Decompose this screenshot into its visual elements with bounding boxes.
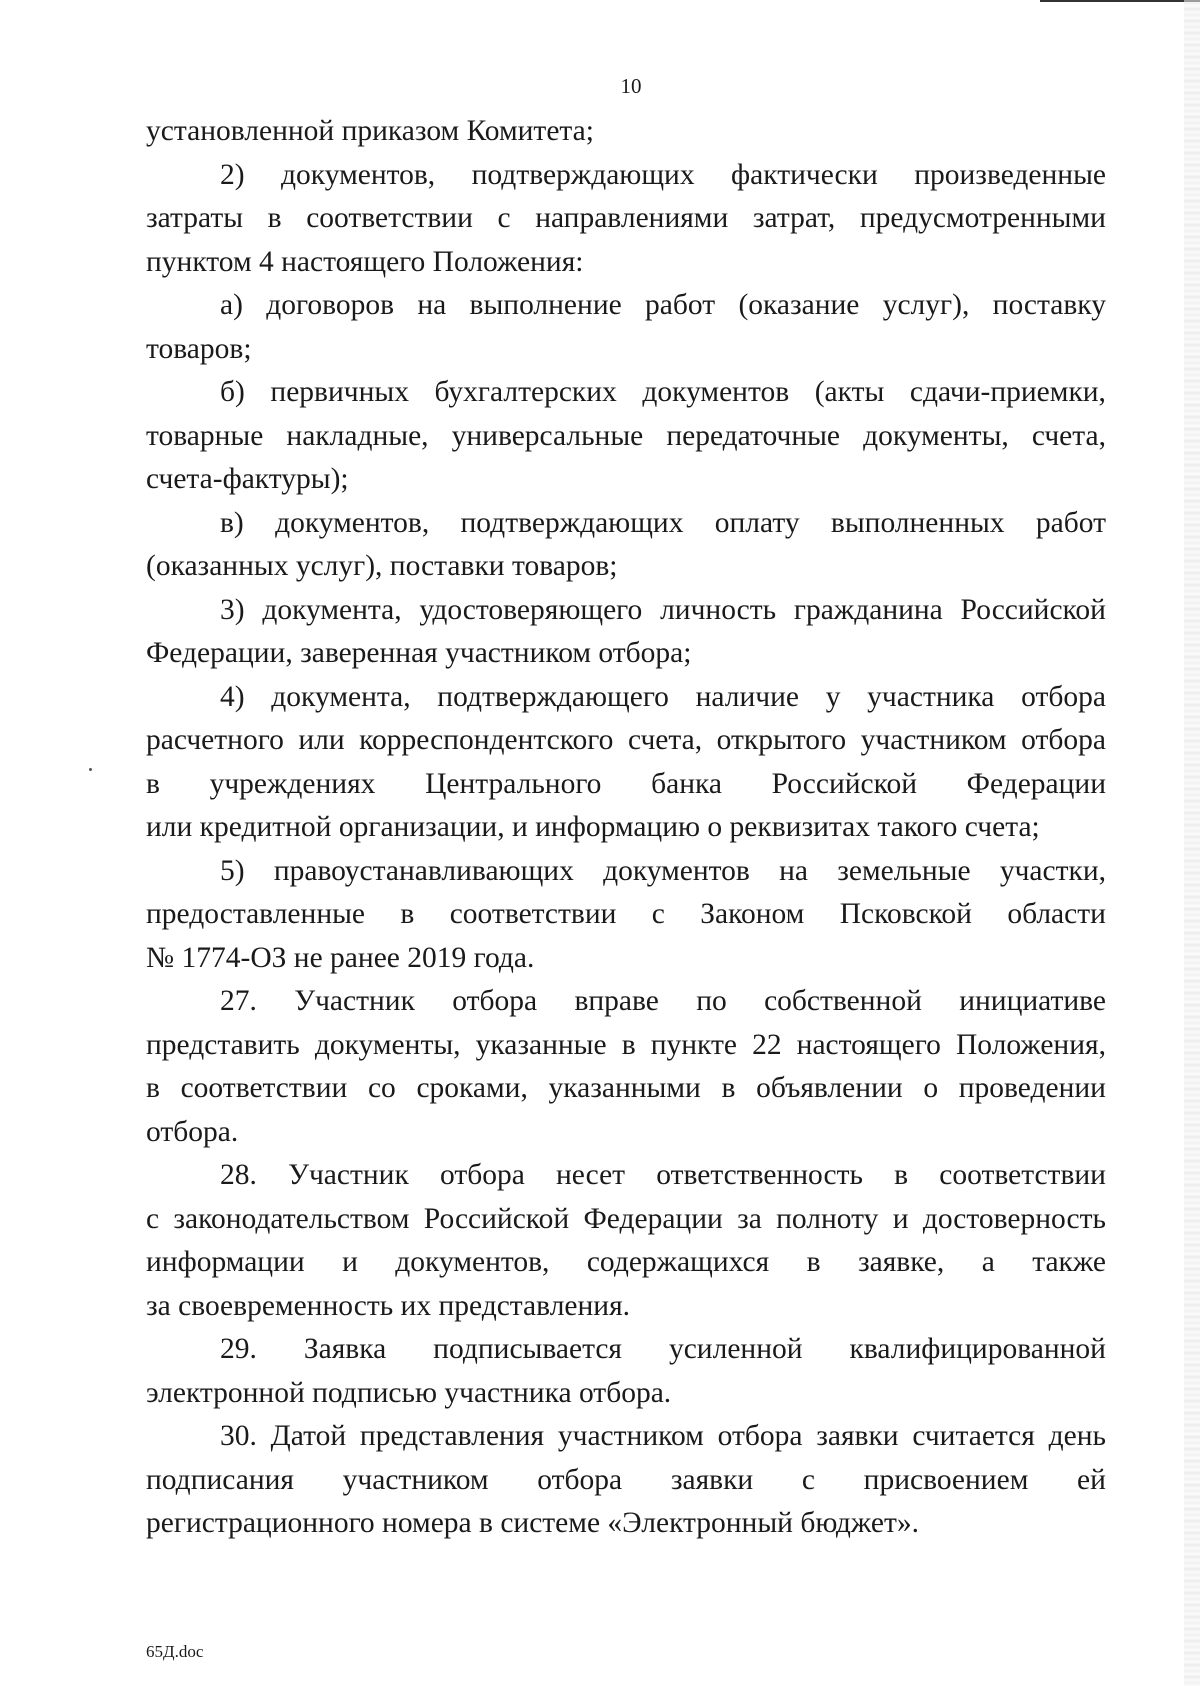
word: учреждениях bbox=[209, 767, 376, 800]
word: в bbox=[621, 1028, 636, 1061]
word: подтверждающего bbox=[437, 680, 669, 713]
text-line: за своевременность их представления. bbox=[146, 1289, 631, 1322]
word: у bbox=[825, 680, 841, 713]
word: открытого bbox=[716, 724, 847, 756]
word: сроками, bbox=[416, 1072, 528, 1104]
scan-right-edge bbox=[1184, 0, 1200, 1686]
paragraph-item-a bbox=[146, 284, 1106, 371]
word: соответствии bbox=[180, 1072, 348, 1104]
word: (акты bbox=[814, 376, 885, 408]
text-line: Федерации, заверенная участником отбора; bbox=[146, 637, 692, 669]
word: услуг), bbox=[882, 289, 970, 321]
paragraph-item-b bbox=[146, 371, 1106, 502]
word: 22 bbox=[752, 1028, 782, 1061]
word: документа, bbox=[271, 680, 411, 713]
word: а) bbox=[220, 289, 243, 321]
word: Федерации bbox=[966, 767, 1106, 800]
word: участки, bbox=[999, 854, 1106, 887]
word: документы, bbox=[314, 1028, 461, 1061]
word: усиленной bbox=[668, 1333, 803, 1365]
word: с bbox=[651, 898, 665, 930]
word: пункте bbox=[650, 1028, 737, 1061]
word: Датой bbox=[270, 1420, 347, 1452]
text-line bbox=[146, 893, 1106, 937]
word: направлениями bbox=[535, 202, 729, 234]
word: наличие bbox=[695, 680, 800, 713]
word: 4) bbox=[220, 680, 245, 713]
word: в bbox=[806, 1246, 821, 1278]
word: присвоением bbox=[863, 1463, 1029, 1496]
word: информации bbox=[146, 1246, 305, 1278]
word: Псковской bbox=[839, 898, 972, 930]
word: участником bbox=[557, 1420, 704, 1452]
word: Законом bbox=[700, 898, 805, 930]
word: товарные bbox=[146, 419, 264, 452]
word: 3) bbox=[220, 593, 245, 626]
word: документы, bbox=[863, 419, 1009, 452]
word: соответствии bbox=[449, 898, 617, 930]
word: настоящего bbox=[796, 1028, 941, 1061]
word: вправе bbox=[574, 985, 659, 1017]
word: представления bbox=[359, 1420, 545, 1452]
word: счета, bbox=[627, 724, 703, 756]
word: бухгалтерских bbox=[434, 376, 617, 408]
word: ответственность bbox=[656, 1159, 863, 1191]
word: выполнение bbox=[469, 289, 622, 321]
word: подписания bbox=[146, 1463, 294, 1496]
word: в bbox=[146, 767, 160, 800]
word: заявки bbox=[816, 1420, 899, 1452]
word: законодательством bbox=[173, 1202, 410, 1235]
word: 27. bbox=[220, 985, 257, 1017]
word: в) bbox=[220, 506, 244, 539]
paragraph-item-v bbox=[146, 502, 1106, 589]
word: оплату bbox=[714, 506, 800, 539]
word: день bbox=[1048, 1420, 1106, 1452]
word: подтверждающих bbox=[471, 158, 695, 191]
word: о bbox=[923, 1072, 939, 1104]
word: указанными bbox=[548, 1072, 701, 1104]
word: подписывается bbox=[433, 1333, 622, 1365]
text-line bbox=[146, 589, 1106, 633]
text-line bbox=[146, 980, 1106, 1024]
word: корреспондентского bbox=[359, 724, 614, 756]
text-line: регистрационного номера в системе «Электронный бюджет». bbox=[146, 1507, 919, 1539]
word: или bbox=[298, 724, 345, 756]
word: 5) bbox=[220, 854, 245, 887]
word: поставку bbox=[992, 289, 1106, 321]
scan-speck bbox=[89, 768, 92, 771]
word: достоверность bbox=[922, 1202, 1106, 1235]
word: представить bbox=[146, 1028, 300, 1061]
text-line bbox=[146, 1328, 1106, 1372]
word: в bbox=[146, 1072, 160, 1104]
word: документов bbox=[642, 376, 790, 408]
word: в bbox=[721, 1072, 736, 1104]
word: отбора bbox=[537, 1463, 623, 1496]
text-line bbox=[146, 284, 1106, 328]
document-body bbox=[146, 110, 1106, 1546]
page-number: 10 bbox=[620, 74, 642, 98]
document-filename: 65Д.doc bbox=[146, 1642, 204, 1661]
word: участником bbox=[342, 1463, 489, 1496]
word: первичных bbox=[270, 376, 409, 408]
word: счета, bbox=[1031, 419, 1106, 452]
word: с bbox=[146, 1202, 160, 1235]
word: гражданина bbox=[793, 593, 943, 626]
word: Федерации bbox=[583, 1202, 723, 1235]
word: документа, bbox=[262, 593, 402, 626]
word: расчетного bbox=[146, 724, 284, 756]
word: Российской bbox=[960, 593, 1106, 626]
word: отбора bbox=[717, 1420, 803, 1452]
text-line: товаров; bbox=[146, 332, 252, 365]
word: полноту bbox=[776, 1202, 879, 1235]
word: документов bbox=[603, 854, 750, 887]
word: 30. bbox=[220, 1420, 257, 1452]
word: участника bbox=[867, 680, 995, 713]
word: также bbox=[1032, 1246, 1106, 1278]
paragraph-item-3 bbox=[146, 589, 1106, 676]
paragraph-27 bbox=[146, 980, 1106, 1154]
word: и bbox=[342, 1246, 358, 1278]
word: за bbox=[737, 1202, 762, 1235]
paragraph-28 bbox=[146, 1154, 1106, 1328]
word: соответствии bbox=[306, 202, 473, 234]
word: собственной bbox=[764, 985, 922, 1017]
text-line bbox=[146, 1154, 1106, 1198]
paragraph-item-5 bbox=[146, 850, 1106, 981]
word: подтверждающих bbox=[460, 506, 684, 539]
word: Положения, bbox=[955, 1028, 1106, 1061]
text-line bbox=[146, 1415, 1106, 1459]
word: на bbox=[779, 854, 808, 887]
text-line bbox=[146, 371, 1106, 415]
word: объявлении bbox=[756, 1072, 903, 1104]
word: 29. bbox=[220, 1333, 257, 1365]
word: по bbox=[696, 985, 727, 1017]
word: правоустанавливающих bbox=[273, 854, 574, 887]
text-line bbox=[146, 850, 1106, 894]
word: участником bbox=[860, 724, 1007, 756]
word: а bbox=[981, 1246, 995, 1278]
word: Участник bbox=[294, 985, 415, 1017]
word: квалифицированной bbox=[849, 1333, 1106, 1365]
text-line bbox=[146, 502, 1106, 546]
text-line bbox=[146, 1241, 1106, 1285]
text-line bbox=[146, 1024, 1106, 1068]
text-line: отбора. bbox=[146, 1115, 239, 1148]
word: передаточные bbox=[666, 419, 841, 452]
text-line bbox=[146, 154, 1106, 198]
word: проведении bbox=[958, 1072, 1106, 1104]
word: в bbox=[894, 1159, 909, 1191]
word: заявки bbox=[670, 1463, 754, 1496]
text-line bbox=[146, 676, 1106, 720]
word: затрат, bbox=[752, 202, 836, 234]
word: договоров bbox=[266, 289, 395, 321]
text-line bbox=[146, 415, 1106, 459]
word: работ bbox=[645, 289, 716, 321]
word: в bbox=[267, 202, 282, 234]
text-line: или кредитной организации, и информацию о реквизитах такого счета; bbox=[146, 811, 1040, 843]
paragraph-item-4 bbox=[146, 676, 1106, 850]
text-line bbox=[146, 1198, 1106, 1242]
word: указанные bbox=[475, 1028, 607, 1061]
word: сдачи-приемки, bbox=[909, 376, 1106, 408]
word: документов, bbox=[281, 158, 436, 191]
word: ей bbox=[1077, 1463, 1106, 1496]
text-line: электронной подписью участника отбора. bbox=[146, 1376, 672, 1409]
text-line: № 1774-ОЗ не ранее 2019 года. bbox=[146, 941, 535, 974]
word: Заявка bbox=[303, 1333, 387, 1365]
word: (оказание bbox=[738, 289, 860, 321]
word: с bbox=[801, 1463, 815, 1496]
word: отбора bbox=[1021, 724, 1106, 756]
word: и bbox=[892, 1202, 909, 1235]
paragraph-item-2 bbox=[146, 154, 1106, 285]
word: Центрального bbox=[425, 767, 602, 800]
paragraph-continuation bbox=[146, 110, 1106, 154]
word: отбора bbox=[439, 1159, 525, 1191]
word: затраты bbox=[146, 202, 244, 234]
word: накладные, bbox=[286, 419, 429, 452]
word: б) bbox=[220, 376, 245, 408]
text-line: пунктом 4 настоящего Положения: bbox=[146, 245, 584, 278]
word: 2) bbox=[220, 158, 245, 191]
word: области bbox=[1007, 898, 1106, 930]
word: работ bbox=[1035, 506, 1106, 539]
word: Российской bbox=[423, 1202, 570, 1235]
word: документов, bbox=[395, 1246, 550, 1278]
word: выполненных bbox=[830, 506, 1005, 539]
word: считается bbox=[912, 1420, 1035, 1452]
word: земельные bbox=[837, 854, 971, 887]
word: несет bbox=[556, 1159, 626, 1191]
word: предоставленные bbox=[146, 898, 366, 930]
word: универсальные bbox=[451, 419, 644, 452]
text-line bbox=[146, 1459, 1106, 1503]
word: Участник bbox=[288, 1159, 409, 1191]
text-line: счета-фактуры); bbox=[146, 463, 349, 495]
text-line bbox=[146, 197, 1106, 241]
word: отбора bbox=[1021, 680, 1106, 713]
word: фактически bbox=[731, 158, 878, 191]
word: с bbox=[497, 202, 511, 234]
text-line bbox=[146, 719, 1106, 763]
word: со bbox=[367, 1072, 396, 1104]
word: удостоверяющего bbox=[419, 593, 643, 626]
word: 28. bbox=[220, 1159, 257, 1191]
word: в bbox=[400, 898, 415, 930]
text-line: (оказанных услуг), поставки товаров; bbox=[146, 550, 618, 582]
word: инициативе bbox=[959, 985, 1106, 1017]
text-line bbox=[146, 1067, 1106, 1111]
word: соответствии bbox=[939, 1159, 1106, 1191]
word: Российской bbox=[771, 767, 918, 800]
word: предусмотренными bbox=[859, 202, 1106, 234]
text-line: установленной приказом Комитета; bbox=[146, 115, 594, 147]
word: отбора bbox=[452, 985, 538, 1017]
word: документов, bbox=[275, 506, 430, 539]
word: на bbox=[417, 289, 447, 321]
text-line bbox=[146, 763, 1106, 807]
word: содержащихся bbox=[586, 1246, 770, 1278]
word: личность bbox=[660, 593, 777, 626]
scan-top-rule bbox=[1040, 0, 1200, 2]
paragraph-29 bbox=[146, 1328, 1106, 1415]
word: заявке, bbox=[857, 1246, 945, 1278]
word: банка bbox=[651, 767, 722, 800]
paragraph-30 bbox=[146, 1415, 1106, 1546]
word: произведенные bbox=[914, 158, 1106, 191]
